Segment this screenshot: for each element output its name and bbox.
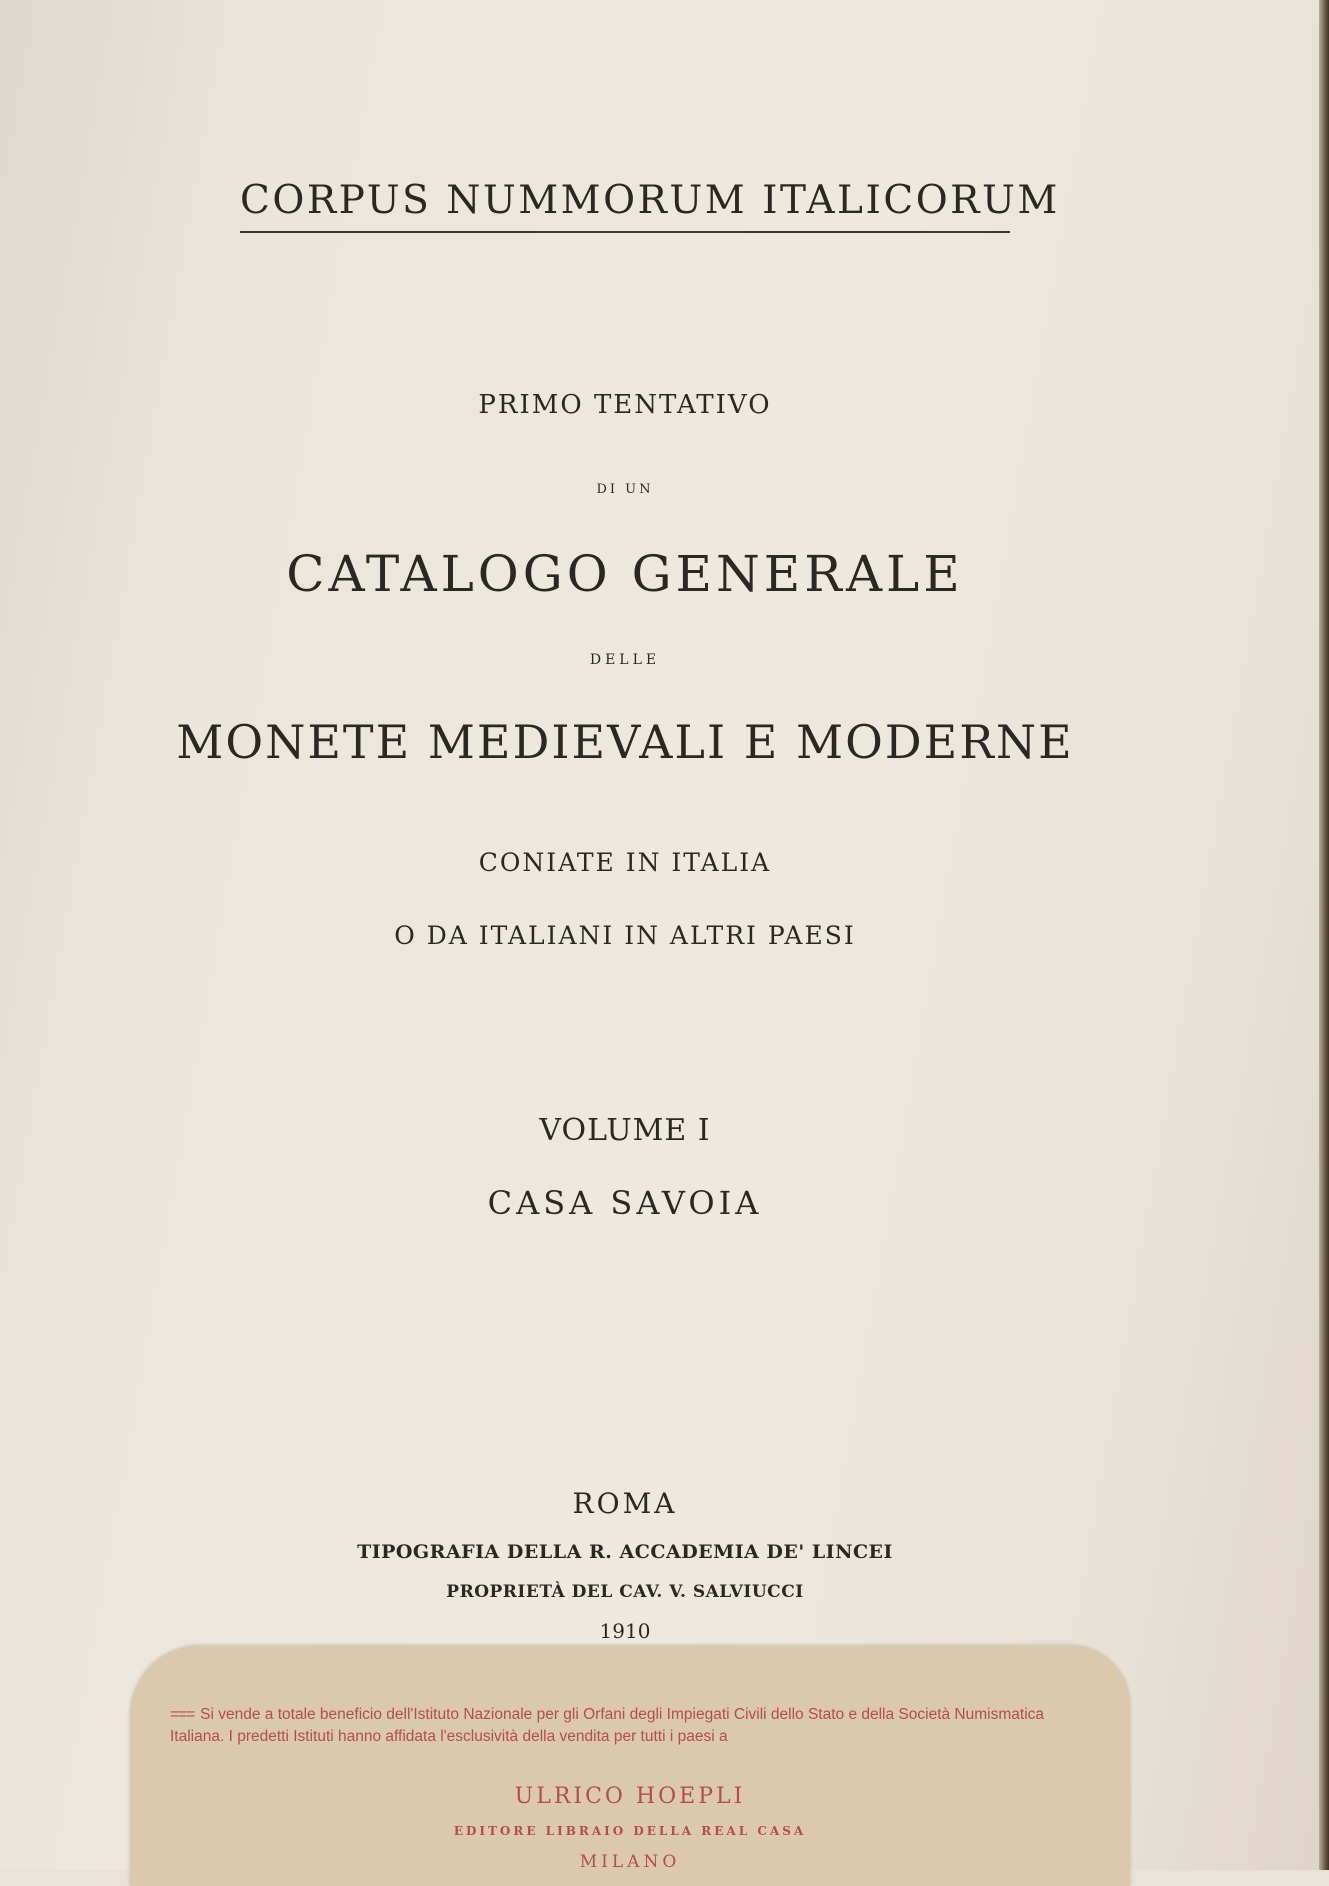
imprint-year: 1910 <box>599 1619 651 1643</box>
publisher-role: EDITORE LIBRAIO DELLA REAL CASA <box>453 1824 807 1838</box>
publisher-city: MILANO <box>579 1852 681 1872</box>
main-title: CATALOGO GENERALE <box>286 545 964 603</box>
pasted-sale-label <box>130 1646 1130 1886</box>
description-line-2: O DA ITALIANI IN ALTRI PAESI <box>394 921 856 950</box>
series-title: CORPUS NUMMORUM ITALICORUM <box>240 178 1010 233</box>
book-spine-edge <box>1319 0 1329 1870</box>
volume-subject: CASA SAVOIA <box>487 1184 763 1222</box>
publisher-name: ULRICO HOEPLI <box>514 1784 746 1809</box>
subtitle-di-un: DI UN <box>596 482 654 497</box>
volume-number: VOLUME I <box>539 1113 711 1148</box>
imprint-printer: TIPOGRAFIA DELLA R. ACCADEMIA DE' LINCEI <box>357 1541 893 1563</box>
notice-dashes: === <box>170 1706 195 1723</box>
description-line-1: CONIATE IN ITALIA <box>478 848 772 877</box>
main-title-2: MONETE MEDIEVALI E MODERNE <box>176 715 1074 769</box>
notice-text: Si vende a totale beneficio dell'Istituto Nazionale per gli Orfani degli Impiegati Civili dello Stato e della Società Numismatica Italiana. I predetti Istituti hanno affidata l'esclusività della vendita per tutti i paesi a <box>170 1706 1045 1745</box>
imprint-city: ROMA <box>572 1487 678 1520</box>
connector-delle: DELLE <box>589 652 661 668</box>
imprint-owner: PROPRIETÀ DEL CAV. V. SALVIUCCI <box>446 1582 804 1602</box>
subtitle-primo-tentativo: PRIMO TENTATIVO <box>478 390 772 420</box>
sale-notice <box>170 1704 1080 1748</box>
